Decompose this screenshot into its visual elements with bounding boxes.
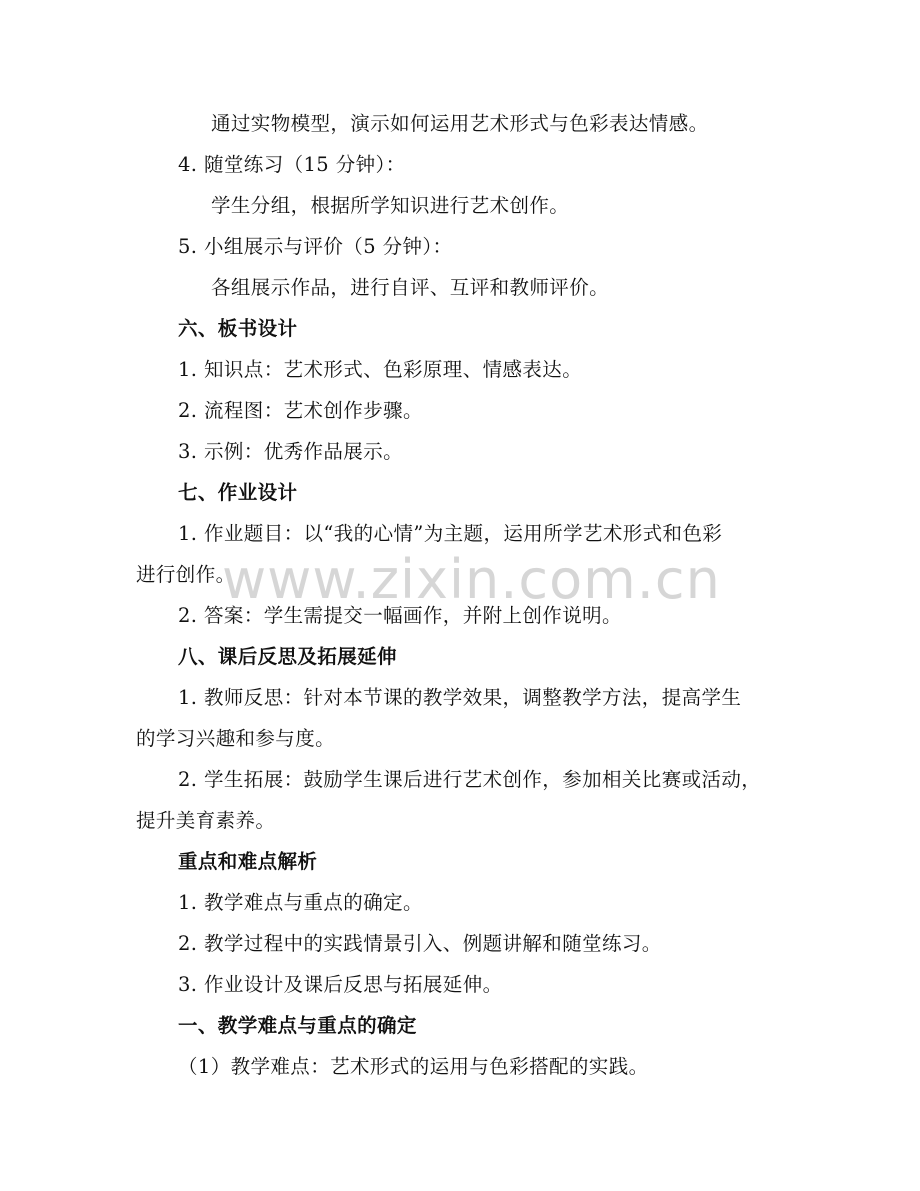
list-item: 2. 教学过程中的实践情景引入、例题讲解和随堂练习。 <box>178 932 662 955</box>
section-heading: 七、作业设计 <box>178 481 298 504</box>
list-item: 2. 学生拓展：鼓励学生课后进行艺术创作，参加相关比赛或活动， <box>178 768 762 791</box>
paragraph-line: 进行创作。 <box>136 563 236 586</box>
list-item: 1. 教学难点与重点的确定。 <box>178 891 423 914</box>
watermark: www.zixin.com.cn <box>222 548 721 611</box>
list-item: 1. 作业题目：以“我的心情”为主题，运用所学艺术形式和色彩 <box>178 522 723 545</box>
section-heading: 六、板书设计 <box>178 317 298 340</box>
list-item: 3. 作业设计及课后反思与拓展延伸。 <box>178 973 503 996</box>
list-item: （1）教学难点：艺术形式的运用与色彩搭配的实践。 <box>178 1055 649 1078</box>
paragraph-line: 提升美育素养。 <box>136 809 276 832</box>
list-item: 1. 知识点：艺术形式、色彩原理、情感表达。 <box>178 358 583 381</box>
section-heading: 一、教学难点与重点的确定 <box>178 1014 417 1037</box>
section-heading: 重点和难点解析 <box>178 850 318 873</box>
list-item: 2. 答案：学生需提交一幅画作，并附上创作说明。 <box>178 604 622 627</box>
paragraph-line: 各组展示作品，进行自评、互评和教师评价。 <box>211 276 610 299</box>
paragraph-line: 学生分组，根据所学知识进行艺术创作。 <box>211 194 570 217</box>
list-item: 5. 小组展示与评价（5 分钟）： <box>178 235 453 258</box>
paragraph-line: 的学习兴趣和参与度。 <box>136 727 336 750</box>
section-heading: 八、课后反思及拓展延伸 <box>178 645 397 668</box>
list-item: 2. 流程图：艺术创作步骤。 <box>178 399 423 422</box>
paragraph-line: 通过实物模型，演示如何运用艺术形式与色彩表达情感。 <box>211 112 709 135</box>
list-item: 4. 随堂练习（15 分钟）： <box>178 153 406 176</box>
list-item: 3. 示例：优秀作品展示。 <box>178 440 404 463</box>
list-item: 1. 教师反思：针对本节课的教学效果，调整教学方法，提高学生 <box>178 686 742 709</box>
